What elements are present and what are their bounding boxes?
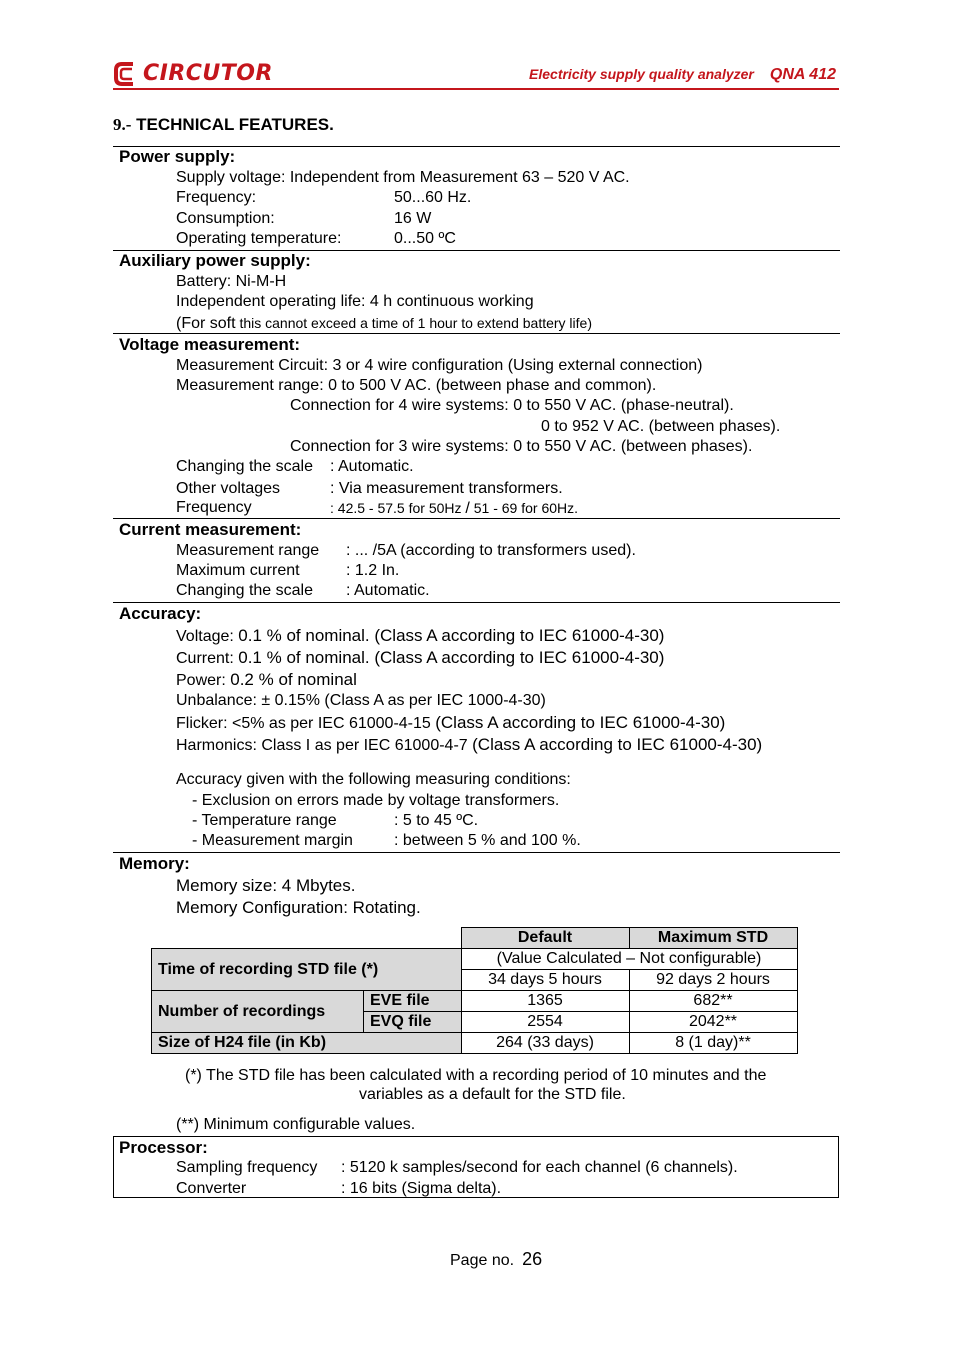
accuracy-unbalance: Unbalance: ± 0.15% (Class A as per IEC 1000-4-30) — [176, 692, 546, 709]
accuracy-harmonics — [176, 735, 762, 756]
freq-50hz: : 42.5 - 57.5 for 50Hz — [330, 500, 466, 516]
battery-note — [176, 313, 592, 334]
voltage-scale-value: : Automatic. — [330, 458, 414, 475]
processor-heading: Processor: — [119, 1138, 208, 1157]
evq-max: 2042** — [629, 1012, 797, 1033]
memory-note-2: (**) Minimum configurable values. — [176, 1116, 416, 1133]
h24-default: 264 (33 days) — [461, 1033, 629, 1054]
max-current-label: Maximum current — [176, 562, 300, 579]
section-number: 9.- — [113, 115, 132, 134]
margin-value: : between 5 % and 100 %. — [394, 832, 581, 849]
accuracy-current-label: Current: — [176, 650, 239, 667]
voltage-conn4: Connection for 4 wire systems: 0 to 550 V AC. (phase-neutral). — [290, 397, 734, 414]
max-current-value: : 1.2 In. — [346, 562, 400, 579]
memory-heading: Memory: — [119, 854, 190, 873]
memory-config: Memory Configuration: Rotating. — [176, 898, 421, 917]
divider — [113, 333, 840, 334]
col-header-max: Maximum STD — [629, 928, 797, 949]
table-row — [152, 991, 798, 1012]
time-default: 34 days 5 hours — [461, 970, 629, 991]
accuracy-flicker-class: (Class A according to IEC 61000-4-30) — [435, 713, 726, 732]
converter-label: Converter — [176, 1180, 247, 1197]
margin-label: - Measurement margin — [192, 832, 353, 849]
evq-default: 2554 — [461, 1012, 629, 1033]
divider — [113, 602, 840, 603]
row-label-h24: Size of H24 file (in Kb) — [152, 1033, 462, 1054]
table-row — [152, 1033, 798, 1054]
voltage-heading: Voltage measurement: — [119, 335, 301, 354]
memory-note-1a: (*) The STD file has been calculated with a recording period of 10 minutes and the — [185, 1067, 767, 1084]
section-title-text: TECHNICAL FEATURES. — [136, 115, 334, 134]
freq-60hz: 51 - 69 for 60Hz. — [469, 500, 579, 516]
accuracy-power — [176, 670, 357, 691]
accuracy-power-label: Power: — [176, 672, 231, 689]
battery-note-rest: this cannot exceed a time of 1 hour to extend battery life) — [235, 315, 592, 331]
accuracy-power-value: 0.2 % of nominal — [230, 670, 357, 689]
accuracy-heading: Accuracy: — [119, 604, 202, 623]
row-sub-eve: EVE file — [364, 991, 462, 1012]
eve-default: 1365 — [461, 991, 629, 1012]
brand-name: CIRCUTOR — [143, 61, 273, 86]
row-sub-evq: EVQ file — [364, 1012, 462, 1033]
accuracy-harmonics-label: Harmonics: Class I as per IEC 61000-4-7 — [176, 737, 473, 754]
power-supply-heading: Power supply: — [119, 147, 236, 166]
supply-voltage: Supply voltage: Independent from Measurement 63 – 520 V AC. — [176, 169, 630, 186]
circutor-logo — [113, 60, 273, 90]
circutor-logo-icon — [113, 60, 139, 88]
accuracy-current — [176, 648, 664, 669]
sampling-value: : 5120 k samples/second for each channel (6 channels). — [341, 1159, 738, 1176]
voltage-frequency-value — [330, 498, 578, 519]
consumption-label: Consumption: — [176, 210, 275, 227]
accuracy-flicker — [176, 713, 725, 734]
current-range-value: : ... /5A (according to transformers used). — [346, 542, 636, 559]
current-heading: Current measurement: — [119, 520, 302, 539]
accuracy-condition-1: - Exclusion on errors made by voltage transformers. — [192, 792, 560, 809]
row-label-recordings: Number of recordings — [152, 991, 364, 1033]
table-row — [152, 949, 798, 970]
temp-range-label: - Temperature range — [192, 812, 337, 829]
freq-slash: / — [465, 500, 470, 517]
aux-power-heading: Auxiliary power supply: — [119, 251, 311, 270]
frequency-value: 50...60 Hz. — [394, 189, 472, 206]
page-number-value: 26 — [522, 1249, 543, 1269]
other-voltages-value: : Via measurement transformers. — [330, 480, 563, 497]
header-divider — [113, 88, 839, 90]
voltage-scale-label: Changing the scale — [176, 458, 313, 475]
operating-temp-value: 0...50 ºC — [394, 230, 456, 247]
memory-note-1b: variables as a default for the STD file. — [359, 1086, 626, 1103]
accuracy-current-value: 0.1 % of nominal. (Class A according to IEC 61000-4-30) — [238, 648, 665, 667]
time-max: 92 days 2 hours — [629, 970, 797, 991]
accuracy-voltage-value: 0.1 % of nominal. (Class A according to IEC 61000-4-30) — [238, 626, 665, 645]
h24-max: 8 (1 day)** — [629, 1033, 797, 1054]
divider — [113, 852, 840, 853]
battery-text: Battery: Ni-M-H — [176, 273, 287, 290]
current-range-label: Measurement range — [176, 542, 320, 559]
page-number-label: Page no. — [450, 1252, 515, 1269]
eve-max: 682** — [629, 991, 797, 1012]
table-row — [152, 928, 798, 949]
other-voltages-label: Other voltages — [176, 480, 281, 497]
accuracy-voltage-label: Voltage: — [176, 628, 239, 645]
voltage-frequency-label: Frequency — [176, 499, 252, 516]
header-subtitle: Electricity supply quality analyzer — [529, 66, 754, 82]
converter-value: : 16 bits (Sigma delta). — [341, 1180, 502, 1197]
consumption-value: 16 W — [394, 210, 432, 227]
row-note-time: (Value Calculated – Not configurable) — [461, 949, 797, 970]
accuracy-flicker-label: Flicker: <5% as per IEC 61000-4-15 — [176, 715, 436, 732]
col-header-default: Default — [461, 928, 629, 949]
memory-size: Memory size: 4 Mbytes. — [176, 876, 356, 895]
accuracy-conditions-intro: Accuracy given with the following measuring conditions: — [176, 771, 571, 788]
current-scale-value: : Automatic. — [346, 582, 430, 599]
header-right — [529, 66, 836, 84]
frequency-label: Frequency: — [176, 189, 257, 206]
battery-note-prefix: (For soft — [176, 315, 236, 332]
page-title — [113, 115, 334, 135]
operating-life-text: Independent operating life: 4 h continuous working — [176, 293, 534, 310]
row-label-time: Time of recording STD file (*) — [152, 949, 462, 991]
memory-table — [151, 927, 798, 1054]
voltage-range: Measurement range: 0 to 500 V AC. (between phase and common). — [176, 377, 657, 394]
divider — [113, 518, 840, 519]
accuracy-harmonics-class: (Class A according to IEC 61000-4-30) — [472, 735, 763, 754]
header-model: QNA 412 — [769, 66, 836, 83]
accuracy-voltage — [176, 626, 664, 647]
current-scale-label: Changing the scale — [176, 582, 313, 599]
page-number — [450, 1249, 542, 1270]
voltage-circuit: Measurement Circuit: 3 or 4 wire configuration (Using external connection) — [176, 357, 703, 374]
sampling-label: Sampling frequency — [176, 1159, 318, 1176]
voltage-conn3: Connection for 3 wire systems: 0 to 550 V AC. (between phases). — [290, 438, 753, 455]
temp-range-value: : 5 to 45 ºC. — [394, 812, 479, 829]
voltage-conn4b: 0 to 952 V AC. (between phases). — [541, 418, 781, 435]
operating-temp-label: Operating temperature: — [176, 230, 342, 247]
